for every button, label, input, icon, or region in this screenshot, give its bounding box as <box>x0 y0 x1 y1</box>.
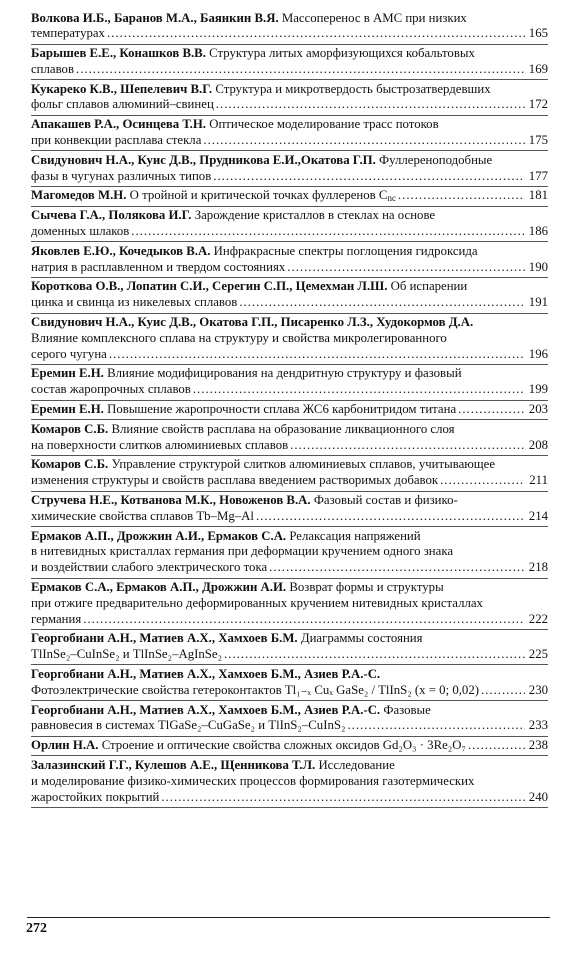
toc-page-number: 240 <box>528 789 548 804</box>
toc-entry <box>31 456 548 491</box>
toc-entry-text <box>31 244 478 258</box>
toc-page-number: 186 <box>528 224 548 239</box>
toc-entry-text <box>31 117 439 131</box>
toc-page-number: 222 <box>528 611 548 626</box>
toc-entry-last-line <box>31 683 548 699</box>
toc-authors: Свидунович Н.А., Куис Д.В., Прудникова Е.И.,Окатова Г.П. <box>31 152 376 167</box>
toc-authors: Ермаков С.А., Ермаков А.П., Дрожжин А.И. <box>31 580 287 594</box>
toc-entry-last-line <box>31 790 548 806</box>
toc-entry-text <box>31 438 288 454</box>
toc-entry-text <box>31 703 431 717</box>
toc-title: германия <box>31 611 82 626</box>
toc-title: Структура и микротвердость быстрозатвердевших <box>215 81 491 96</box>
toc-entry <box>31 527 548 577</box>
leader-dots <box>107 26 525 42</box>
toc-title: Строение и оптические свойства сложных оксидов Gd₂O₃ · 3Re₂O₇ <box>101 738 466 753</box>
toc-entry-text <box>31 11 467 25</box>
toc-entry <box>31 579 548 629</box>
toc-entry <box>31 701 548 736</box>
leader-dots <box>224 647 525 663</box>
toc-entry-text <box>31 457 495 471</box>
toc-title: при отжиге предварительно деформированных кручением нитевидных кристаллах <box>31 595 483 610</box>
toc-entry-line <box>31 11 548 27</box>
toc-entry <box>31 116 548 151</box>
leader-dots <box>481 683 525 699</box>
toc-entry <box>31 278 548 313</box>
toc-entry-text <box>31 647 222 663</box>
toc-title: Влияние модифицирования на дендритную структуру и фазовый <box>107 366 462 381</box>
toc-entry <box>31 492 548 527</box>
toc-title: Релаксация напряжений <box>289 528 421 543</box>
toc-title: температурах <box>31 26 105 41</box>
toc-entry-last-line <box>31 295 548 311</box>
leader-dots <box>398 188 525 204</box>
toc-entry-text <box>31 208 435 222</box>
toc-entry-text <box>31 473 438 489</box>
toc-entry <box>31 365 548 400</box>
toc-entry-last-line <box>31 62 548 78</box>
toc-entry-last-line <box>31 738 548 754</box>
leader-dots <box>468 738 525 754</box>
toc-entry-line <box>31 366 548 382</box>
toc-authors: Волкова И.Б., Баранов М.А., Баянкин В.Я. <box>31 10 279 25</box>
toc-authors: Еремин Е.Н. <box>31 366 104 381</box>
toc-authors: Сычева Г.А., Полякова И.Г. <box>31 208 192 223</box>
toc-entry-text <box>31 560 267 576</box>
toc-title: химические свойства сплавов Tb–Mg–Al <box>31 508 254 523</box>
toc-authors: Георгобиани А.Н., Матиев А.Х., Хамхоев Б.М., Азиев Р.А.-С. <box>31 702 381 717</box>
toc-entry-last-line <box>31 647 548 663</box>
toc-authors: Залазинский Г.Г., Кулешов А.Е., Щенникова Т.Л. <box>31 757 316 772</box>
toc-entry-line <box>31 667 548 683</box>
toc-entry-line <box>31 544 548 560</box>
toc-title: на поверхности слитков алюминиевых сплавов <box>31 437 289 452</box>
toc-entry-line <box>31 758 548 774</box>
toc-entry-text <box>31 331 447 345</box>
toc-authors: Комаров С.Б. <box>31 457 109 472</box>
toc-entry-last-line <box>31 473 548 489</box>
toc-title: Повышение жаропрочности сплава ЖС6 карбонитридом титана <box>107 402 457 417</box>
leader-dots <box>440 473 525 489</box>
toc-entry-text <box>31 62 74 78</box>
toc-entry-line <box>31 703 548 719</box>
toc-entry <box>31 151 548 186</box>
leader-dots <box>458 402 525 418</box>
toc-page-number: 225 <box>528 647 548 662</box>
toc-entry <box>31 45 548 80</box>
toc-page-number: 169 <box>528 61 548 76</box>
toc-title: Управление структурой слитков алюминиевых сплавов, учитывающее <box>111 457 496 472</box>
toc-entry-text <box>31 295 237 311</box>
toc-page-number: 199 <box>528 382 548 397</box>
toc-title: Зарождение кристаллов в стеклах на основе <box>194 208 436 223</box>
toc-entry-line <box>31 244 548 260</box>
toc-entry <box>31 9 548 44</box>
toc-entry-text <box>31 46 475 60</box>
toc-entry-line <box>31 774 548 790</box>
toc-entry-line <box>31 331 548 347</box>
toc-title: доменных шлаков <box>31 224 130 239</box>
toc-entry-text <box>31 366 462 380</box>
toc-authors: Свидунович Н.А., Куис Д.В., Окатова Г.П., Писаренко Л.З., Худокормов Д.А. <box>31 315 474 330</box>
toc-page-number: 238 <box>528 738 548 753</box>
table-of-contents <box>31 9 548 808</box>
toc-page-number: 177 <box>528 168 548 183</box>
toc-entry <box>31 665 548 700</box>
toc-title: Инфракрасные спектры поглощения гидроксида <box>213 243 478 258</box>
toc-title: Возврат формы и структуры <box>289 580 444 594</box>
toc-title: Влияние свойств расплава на образование ликвационного слоя <box>111 421 455 436</box>
toc-entry-last-line <box>31 224 548 240</box>
toc-page-number: 165 <box>528 26 548 41</box>
leader-dots <box>347 718 524 734</box>
toc-entry-text <box>31 790 159 806</box>
leader-dots <box>131 224 525 240</box>
toc-entry-text <box>31 631 423 645</box>
toc-authors: Яковлев Е.Ю., Кочедыков В.А. <box>31 243 211 258</box>
leader-dots <box>76 62 525 78</box>
toc-entry-text <box>31 26 105 42</box>
toc-page-number: 214 <box>528 508 548 523</box>
toc-entry-text <box>31 347 107 363</box>
toc-entry <box>31 80 548 115</box>
toc-title: Фазовый состав и физико- <box>313 493 458 508</box>
toc-entry <box>31 630 548 665</box>
toc-entry-last-line <box>31 382 548 398</box>
footer-rule <box>27 917 550 918</box>
toc-entry-line <box>31 82 548 98</box>
toc-title: Влияние комплексного сплава на структуру и свойства микролегированного <box>31 330 447 345</box>
toc-entry-line <box>31 457 548 473</box>
toc-entry-last-line <box>31 133 548 149</box>
toc-title: изменения структуры и свойств расплава введением растворимых добавок <box>31 473 439 488</box>
toc-page-number: 181 <box>528 188 548 203</box>
toc-entry-last-line <box>31 718 548 734</box>
toc-entry-last-line <box>31 402 548 418</box>
toc-entry-text <box>31 82 491 96</box>
toc-title: Фуллереноподобные <box>379 152 493 167</box>
toc-entry-last-line <box>31 347 548 363</box>
toc-entry-text <box>31 580 444 594</box>
toc-title: и воздействии слабого электрического тока <box>31 560 268 575</box>
leader-dots <box>161 790 524 806</box>
toc-title: в нитевидных кристаллах германия при деформации кручением одного знака <box>31 544 454 559</box>
toc-entry-line <box>31 117 548 133</box>
toc-entry-text <box>31 774 474 788</box>
toc-entry-text <box>31 612 81 628</box>
entry-separator <box>31 807 548 808</box>
toc-page-number: 196 <box>528 346 548 361</box>
toc-entry-last-line <box>31 560 548 576</box>
toc-title: Фотоэлектрические свойства гетероконтактов Tl₁₋ₓ Cuₓ GaSe₂ / TlInS₂ (x = 0; 0,02) <box>31 682 479 697</box>
toc-entry-text <box>31 133 201 149</box>
toc-entry <box>31 420 548 455</box>
toc-title: жаростойких покрытий <box>31 789 160 804</box>
toc-entry-text <box>31 422 455 436</box>
toc-entry-line <box>31 422 548 438</box>
toc-entry-text <box>31 758 395 772</box>
toc-entry-last-line <box>31 509 548 525</box>
toc-entry-line <box>31 631 548 647</box>
toc-authors: Георгобиани А.Н., Матиев А.Х., Хамхоев Б.М. <box>31 631 298 646</box>
toc-entry-text <box>31 169 211 185</box>
toc-entry <box>31 242 548 277</box>
leader-dots <box>256 509 525 525</box>
toc-entry-text <box>31 188 396 204</box>
toc-entry-last-line <box>31 260 548 276</box>
toc-entry-text <box>31 718 345 734</box>
toc-title: цинка и свинца из никелевых сплавов <box>31 295 238 310</box>
toc-title: Массоперенос в АМС при низких <box>281 10 467 25</box>
toc-entry <box>31 756 548 806</box>
toc-authors: Кукареко К.В., Шепелевич В.Г. <box>31 81 213 96</box>
toc-title: Структура литых аморфизующихся кобальтовых <box>209 46 475 61</box>
toc-page-number: 208 <box>528 437 548 452</box>
toc-entry-text <box>31 224 129 240</box>
toc-entry-last-line <box>31 97 548 113</box>
toc-entry-text <box>31 683 479 699</box>
toc-entry-line <box>31 208 548 224</box>
toc-title-subscript: nc <box>387 193 396 204</box>
leader-dots <box>239 295 524 311</box>
toc-entry-last-line <box>31 169 548 185</box>
toc-entry <box>31 187 548 206</box>
toc-title: Оптическое моделирование трасс потоков <box>209 117 439 132</box>
toc-authors: Апакашев Р.А., Осинцева Т.Н. <box>31 117 206 132</box>
toc-page-number: 172 <box>528 97 548 112</box>
toc-title: серого чугуна <box>31 346 107 361</box>
toc-title: фольг сплавов алюминий–свинец <box>31 97 214 112</box>
toc-entry-text <box>31 153 492 167</box>
toc-entry-last-line <box>31 188 548 204</box>
toc-authors: Стручева Н.Е., Котванова М.К., Новоженов В.А. <box>31 493 311 508</box>
toc-page-number: 203 <box>528 402 548 417</box>
toc-entry-line <box>31 493 548 509</box>
toc-entry-text <box>31 667 380 681</box>
toc-entry-last-line <box>31 438 548 454</box>
toc-title: и моделирование физико-химических процессов формирования газотермических <box>31 773 475 788</box>
toc-entry-line <box>31 153 548 169</box>
leader-dots <box>83 612 525 628</box>
toc-entry-text <box>31 509 254 525</box>
toc-entry-text <box>31 529 421 543</box>
toc-entry <box>31 314 548 364</box>
toc-page-number: 230 <box>528 682 548 697</box>
toc-entry-line <box>31 529 548 545</box>
toc-entry-last-line <box>31 26 548 42</box>
toc-title: Об испарении <box>390 279 468 294</box>
toc-entry-last-line <box>31 612 548 628</box>
toc-entry-text <box>31 544 453 558</box>
toc-title: Фазовые <box>383 702 431 717</box>
toc-authors: Георгобиани А.Н., Матиев А.Х., Хамхоев Б.М., Азиев Р.А.-С. <box>31 666 381 681</box>
toc-title: натрия в расплавленном и твердом состояниях <box>31 259 286 274</box>
page-number: 272 <box>26 921 47 936</box>
toc-entry-line <box>31 580 548 596</box>
leader-dots <box>269 560 525 576</box>
toc-authors: Ермаков А.П., Дрожжин А.И., Ермаков С.А. <box>31 528 287 543</box>
toc-entry-text <box>31 97 214 113</box>
toc-page-number: 218 <box>528 560 548 575</box>
toc-entry-text <box>31 402 456 418</box>
toc-entry <box>31 737 548 756</box>
toc-title: Исследование <box>318 757 395 772</box>
toc-authors: Комаров С.Б. <box>31 421 109 436</box>
leader-dots <box>203 133 524 149</box>
toc-entry-text <box>31 493 458 507</box>
toc-entry <box>31 207 548 242</box>
toc-title: Диаграммы состояния <box>300 631 423 646</box>
toc-entry-text <box>31 596 483 610</box>
toc-entry-text <box>31 279 467 293</box>
toc-entry-line <box>31 596 548 612</box>
leader-dots <box>109 347 525 363</box>
toc-entry-text <box>31 315 473 329</box>
toc-page-number: 233 <box>528 718 548 733</box>
toc-title: сплавов <box>31 61 74 76</box>
toc-page-number: 190 <box>528 259 548 274</box>
toc-authors: Барышев Е.Е., Конашков В.В. <box>31 46 206 61</box>
toc-title: при конвекции расплава стекла <box>31 133 202 148</box>
toc-entry-line <box>31 46 548 62</box>
toc-title: фазы в чугунах различных типов <box>31 168 212 183</box>
toc-entry-text <box>31 382 191 398</box>
toc-entry <box>31 401 548 420</box>
toc-entry-text <box>31 738 466 754</box>
toc-title: равновесия в системах TlGaSe₂–CuGaSe₂ и TlInS₂–CuInS₂ <box>31 718 346 733</box>
toc-authors: Еремин Е.Н. <box>31 402 104 417</box>
toc-entry-line <box>31 315 548 331</box>
toc-title: TlInSe₂–CuInSe₂ и TlInSe₂–AgInSe₂ <box>31 647 223 662</box>
toc-title: О тройной и критической точках фуллеренов C <box>129 188 388 203</box>
toc-page-number: 175 <box>528 133 548 148</box>
toc-authors: Короткова О.В., Лопатин С.И., Серегин С.П., Цемехман Л.Ш. <box>31 279 388 294</box>
leader-dots <box>213 169 525 185</box>
toc-entry-text <box>31 260 285 276</box>
leader-dots <box>193 382 525 398</box>
toc-page-number: 191 <box>528 295 548 310</box>
toc-authors: Орлин Н.А. <box>31 738 99 753</box>
toc-entry-line <box>31 279 548 295</box>
leader-dots <box>290 438 525 454</box>
leader-dots <box>287 260 525 276</box>
leader-dots <box>216 97 525 113</box>
toc-title: состав жаропрочных сплавов <box>31 382 191 397</box>
toc-authors: Магомедов М.Н. <box>31 188 127 203</box>
toc-page-number: 211 <box>529 473 548 488</box>
